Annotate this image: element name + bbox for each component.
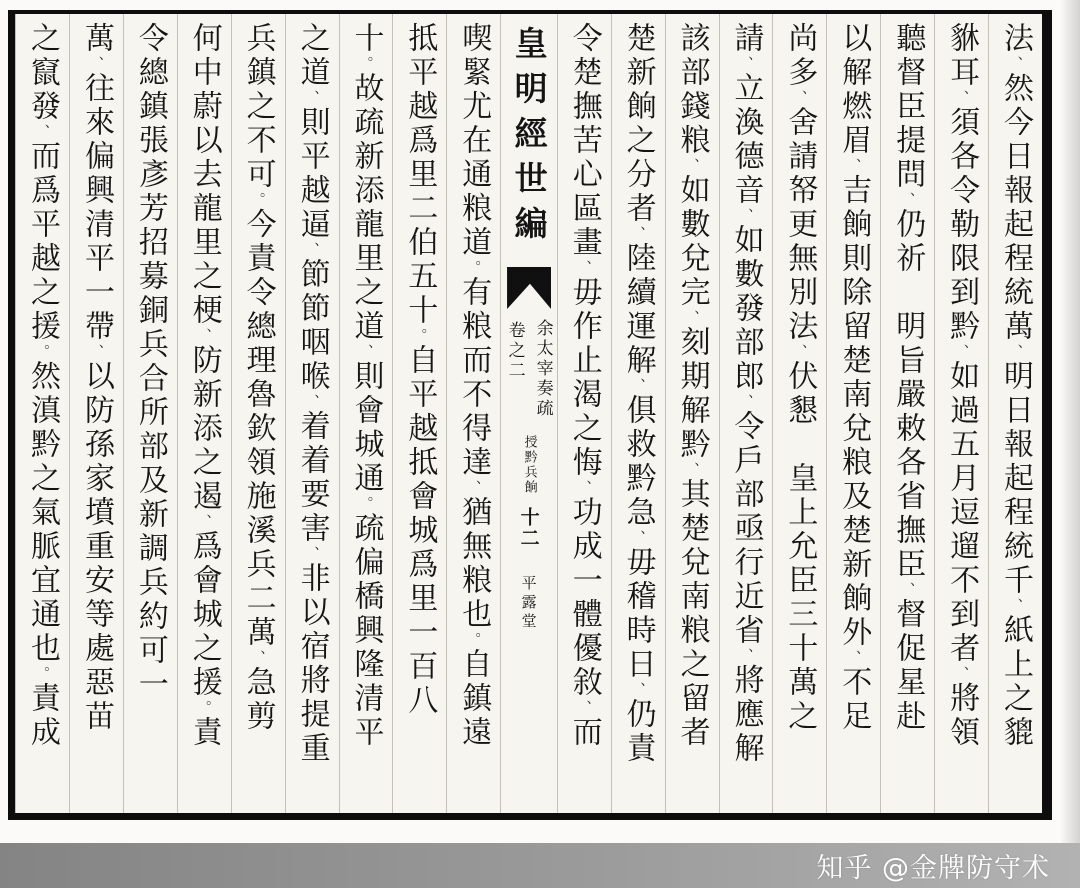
page-frame (8, 10, 1052, 820)
colophon-subrow (503, 319, 556, 419)
watermark-bar (0, 843, 1080, 888)
text-column-18: 萬、往來偏興清平一帶、以防孫家墳重安等處惡苗 (69, 14, 123, 813)
volume-label: 卷之二 (504, 321, 525, 381)
section-title: 授黔兵餉 (521, 435, 537, 495)
work-title: 余太宰奏疏 (532, 319, 553, 419)
page-number: 十二 (517, 507, 540, 549)
text-column-09: 令楚撫苦心區畫、毋作止渴之悔、功成一體優敘、而 (557, 14, 611, 813)
text-columns (15, 14, 1042, 813)
colophon-column (500, 14, 557, 813)
text-column-11: 喫緊尤在通粮道。有粮而不得達、猶無粮也。自鎮遠 (446, 14, 500, 813)
text-column-12: 抵平越爲里二伯五十。自平越抵會城爲里一百八 (392, 14, 446, 813)
text-column-06: 請、立渙德音、如數發部郎、令戶部亟行近省、將應解 (719, 14, 773, 813)
text-column-13: 十。故疏新添龍里之道、則會城通。疏偏橋興隆清平 (339, 14, 393, 813)
text-column-03: 聽督臣提問、仍祈 明旨嚴敕各省撫臣、督促星赴 (880, 14, 934, 813)
scan-edge-shadow (1060, 0, 1080, 843)
text-column-17: 令總鎮張彥芳招募銅兵合所部及新調兵約可一 (123, 14, 177, 813)
text-column-05: 尚多、舍請帑更無別法、伏懇 皇上允臣三十萬之 (772, 14, 826, 813)
text-column-15: 兵鎮之不可。今責令總理魯欽領施溪兵二萬、急剪 (231, 14, 285, 813)
text-column-16: 何中蔚以去龍里之梗、防新添之遏、爲會城之援。責 (177, 14, 231, 813)
text-column-01: 法、然今日報起程統萬、明日報起程統千、紙上之貔 (988, 14, 1042, 813)
watermark-text: 知乎 @金牌防守术 (816, 853, 1050, 884)
fishtail-ornament-icon (507, 267, 551, 309)
publisher-name: 平露堂 (519, 575, 538, 632)
text-column-19: 之竄發、而爲平越之援。然滇黔之氣脈宜通也。責成 (15, 14, 69, 813)
text-column-02: 貅耳、須各令勒限到黔、如過五月逗遛不到者、將領 (934, 14, 988, 813)
text-column-08: 楚新餉之分者、陸續運解、俱救黔急、毋稽時日、仍責 (611, 14, 665, 813)
text-column-14: 之道、則平越逼、節節咽喉、着着要害、非以宿將提重 (285, 14, 339, 813)
text-column-07: 該部錢粮、如數兌完、刻期解黔、其楚兌南粮之留者 (665, 14, 719, 813)
text-column-04: 以解燃眉、吉餉則除留楚南兌粮及楚新餉外、不足 (826, 14, 880, 813)
book-title: 皇明經世編 (509, 26, 549, 251)
